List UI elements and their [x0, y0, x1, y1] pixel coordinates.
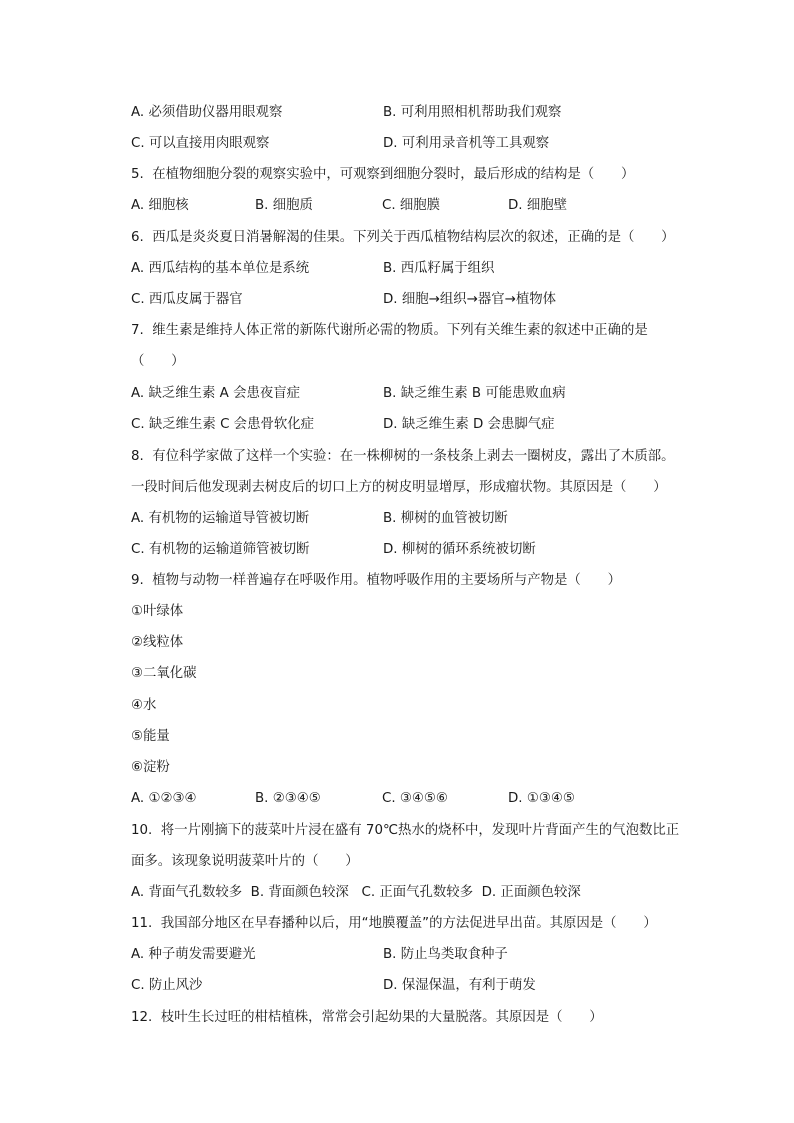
- q11-stem: 11. 我国部分地区在早春播种以后，用“地膜覆盖”的方法促进早出苗。其原因是（ ）: [131, 916, 657, 931]
- q11-option-a: A. 种子萌发需要避光: [131, 947, 256, 962]
- q7-option-d: D. 缺乏维生素 D 会患脚气症: [383, 417, 555, 432]
- q11-option-c: C. 防止风沙: [131, 978, 203, 993]
- q9-option-d: D. ①③④⑤: [508, 791, 575, 806]
- q9-item: ⑤能量: [131, 729, 170, 744]
- q9-stem: 9. 植物与动物一样普遍存在呼吸作用。植物呼吸作用的主要场所与产物是（ ）: [131, 573, 621, 588]
- q4-option-d: D. 可利用录音机等工具观察: [383, 136, 550, 151]
- q7-stem: 7. 维生素是维持人体正常的新陈代谢所必需的物质。下列有关维生素的叙述中正确的是: [131, 323, 648, 338]
- q9-option-a: A. ①②③④: [131, 791, 197, 806]
- q5-option-b: B. 细胞质: [255, 198, 313, 213]
- q8-option-d: D. 柳树的循环系统被切断: [383, 542, 536, 557]
- q4-option-c: C. 可以直接用肉眼观察: [131, 136, 270, 151]
- q11-option-d: D. 保湿保温，有利于萌发: [383, 978, 536, 993]
- q10-options: A. 背面气孔数较多 B. 背面颜色较深 C. 正面气孔数较多 D. 正面颜色较深: [131, 885, 581, 900]
- q8-option-a: A. 有机物的运输道导管被切断: [131, 511, 310, 526]
- q9-item: ④水: [131, 698, 157, 713]
- q5-stem: 5. 在植物细胞分裂的观察实验中，可观察到细胞分裂时，最后形成的结构是（ ）: [131, 167, 635, 182]
- q5-option-c: C. 细胞膜: [382, 198, 441, 213]
- q7-option-c: C. 缺乏维生素 C 会患骨软化症: [131, 417, 315, 432]
- q7-option-b: B. 缺乏维生素 B 可能患败血病: [383, 386, 566, 401]
- q9-item: ③二氧化碳: [131, 666, 197, 681]
- q6-option-a: A. 西瓜结构的基本单位是系统: [131, 261, 310, 276]
- q9-option-b: B. ②③④⑤: [255, 791, 321, 806]
- q6-option-b: B. 西瓜籽属于组织: [383, 261, 495, 276]
- q7-stem-cont: （ ）: [131, 354, 185, 369]
- q6-option-d: D. 细胞→组织→器官→植物体: [383, 292, 556, 307]
- q8-stem: 8. 有位科学家做了这样一个实验：在一株柳树的一条枝条上剥去一圈树皮，露出了木质部。: [131, 449, 675, 464]
- q6-stem: 6. 西瓜是炎炎夏日消暑解渴的佳果。下列关于西瓜植物结构层次的叙述，正确的是（ ）: [131, 230, 675, 245]
- q11-option-b: B. 防止鸟类取食种子: [383, 947, 508, 962]
- q7-option-a: A. 缺乏维生素 A 会患夜盲症: [131, 386, 301, 401]
- q5-option-a: A. 细胞核: [131, 198, 189, 213]
- q12-stem: 12. 枝叶生长过旺的柑桔植株，常常会引起幼果的大量脱落。其原因是（ ）: [131, 1010, 603, 1025]
- q10-stem: 10. 将一片刚摘下的菠菜叶片浸在盛有 70℃热水的烧杯中，发现叶片背面产生的气泡数比正: [131, 823, 680, 838]
- q6-option-c: C. 西瓜皮属于器官: [131, 292, 243, 307]
- q9-option-c: C. ③④⑤⑥: [382, 791, 448, 806]
- q9-item: ②线粒体: [131, 635, 184, 650]
- q9-item: ⑥淀粉: [131, 760, 170, 775]
- q8-option-c: C. 有机物的运输道筛管被切断: [131, 542, 310, 557]
- q8-stem-cont: 一段时间后他发现剥去树皮后的切口上方的树皮明显增厚，形成瘤状物。其原因是（ ）: [131, 480, 667, 495]
- q8-option-b: B. 柳树的血管被切断: [383, 511, 508, 526]
- q10-stem-cont: 面多。该现象说明菠菜叶片的（ ）: [131, 854, 359, 869]
- q5-option-d: D. 细胞壁: [508, 198, 567, 213]
- q4-option-a: A. 必须借助仪器用眼观察: [131, 105, 283, 120]
- q4-option-b: B. 可利用照相机帮助我们观察: [383, 105, 562, 120]
- q9-item: ①叶绿体: [131, 604, 184, 619]
